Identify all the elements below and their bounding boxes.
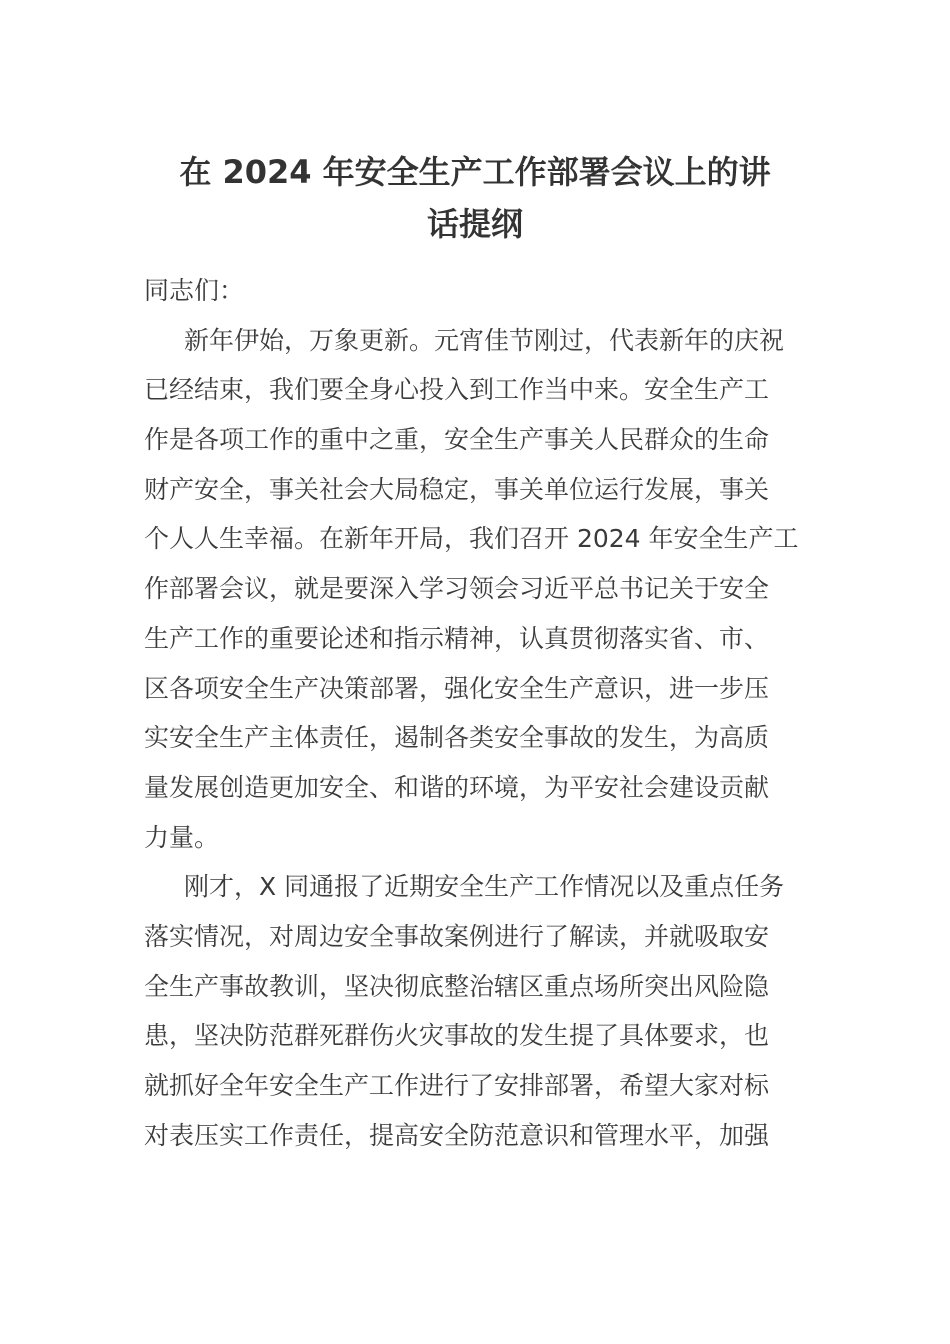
- paragraph-line: 区各项安全生产决策部署，强化安全生产意识，进一步压: [144, 673, 770, 703]
- paragraph-line: 患，坚决防范群死群伤火灾事故的发生提了具体要求，也: [144, 1021, 770, 1051]
- paragraph-line: 已经结束，我们要全身心投入到工作当中来。安全生产工: [144, 375, 770, 405]
- paragraph-line: 生产工作的重要论述和指示精神，认真贯彻落实省、市、: [144, 623, 770, 653]
- paragraph-line: 力量。: [144, 822, 220, 852]
- paragraph-line: 就抓好全年安全生产工作进行了安排部署，希望大家对标: [144, 1071, 770, 1100]
- paragraph-2: [144, 862, 814, 1160]
- document-title: [140, 146, 810, 250]
- title-line: 话提纲: [426, 205, 523, 243]
- paragraph-line: 全生产事故教训，坚决彻底整治辖区重点场所突出风险隐: [144, 971, 770, 1001]
- paragraph-line: 实安全生产主体责任，遏制各类安全事故的发生，为高质: [144, 723, 770, 753]
- paragraph-line: 刚才，X 同通报了近期安全生产工作情况以及重点任务: [184, 872, 785, 902]
- document-body: [144, 266, 814, 1160]
- paragraph-line: 作是各项工作的重中之重，安全生产事关人民群众的生命: [144, 425, 770, 455]
- paragraph-line: 量发展创造更加安全、和谐的环境，为平安社会建设贡献: [144, 772, 770, 802]
- salutation: 同志们：: [144, 276, 245, 305]
- title-line: 在 2024 年安全生产工作部署会议上的讲: [179, 153, 771, 191]
- paragraph-line: 作部署会议，就是要深入学习领会习近平总书记关于安全: [144, 574, 770, 604]
- paragraph-line: 财产安全，事关社会大局稳定，事关单位运行发展，事关: [144, 474, 770, 504]
- paragraph-1: [144, 316, 814, 863]
- paragraph-line: 个人人生幸福。在新年开局，我们召开 2024 年安全生产工: [144, 524, 799, 554]
- paragraph-line: 对表压实工作责任，提高安全防范意识和管理水平，加强: [144, 1120, 770, 1150]
- paragraph-line: 落实情况，对周边安全事故案例进行了解读，并就吸取安: [144, 921, 770, 951]
- paragraph-line: 新年伊始，万象更新。元宵佳节刚过，代表新年的庆祝: [184, 325, 785, 355]
